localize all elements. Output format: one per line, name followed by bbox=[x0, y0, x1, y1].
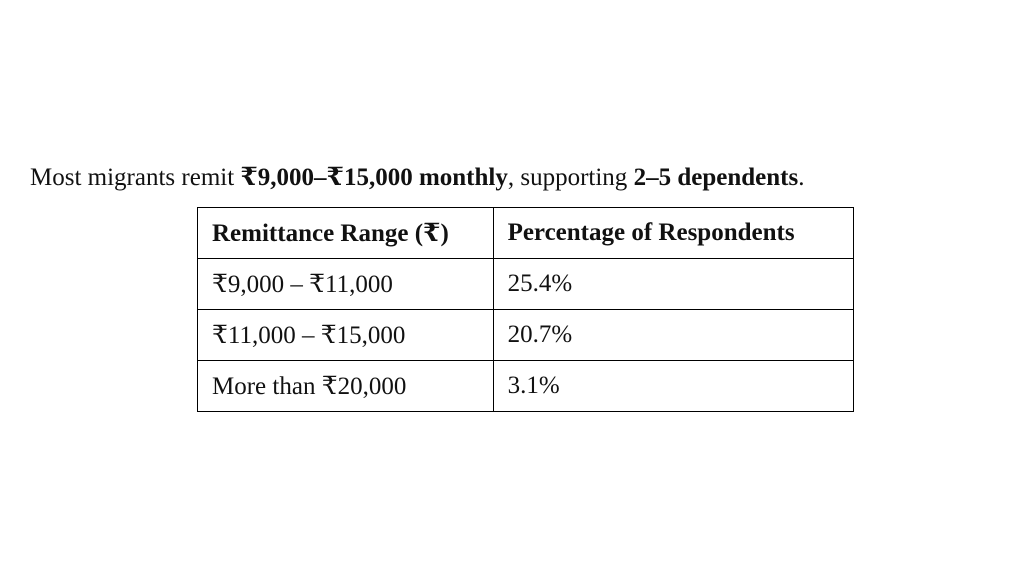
cell-range: More than ₹20,000 bbox=[198, 361, 494, 412]
cell-range: ₹11,000 – ₹15,000 bbox=[198, 310, 494, 361]
table-row bbox=[198, 259, 854, 310]
remittance-table bbox=[197, 207, 854, 412]
header-remittance-range: Remittance Range (₹) bbox=[198, 208, 494, 259]
summary-middle: , supporting bbox=[507, 164, 634, 191]
summary-suffix: . bbox=[798, 164, 805, 191]
summary-dependents: 2–5 dependents bbox=[633, 164, 799, 191]
cell-range: ₹9,000 – ₹11,000 bbox=[198, 259, 494, 310]
cell-percentage: 3.1% bbox=[493, 361, 853, 412]
cell-percentage: 20.7% bbox=[493, 310, 853, 361]
table-header-row bbox=[198, 208, 854, 259]
table-row bbox=[198, 361, 854, 412]
table-row bbox=[198, 310, 854, 361]
cell-percentage: 25.4% bbox=[493, 259, 853, 310]
summary-amount-range: ₹9,000–₹15,000 monthly bbox=[240, 164, 508, 191]
header-percentage: Percentage of Respondents bbox=[493, 208, 853, 259]
summary-sentence bbox=[30, 162, 804, 194]
summary-prefix: Most migrants remit bbox=[30, 164, 241, 191]
